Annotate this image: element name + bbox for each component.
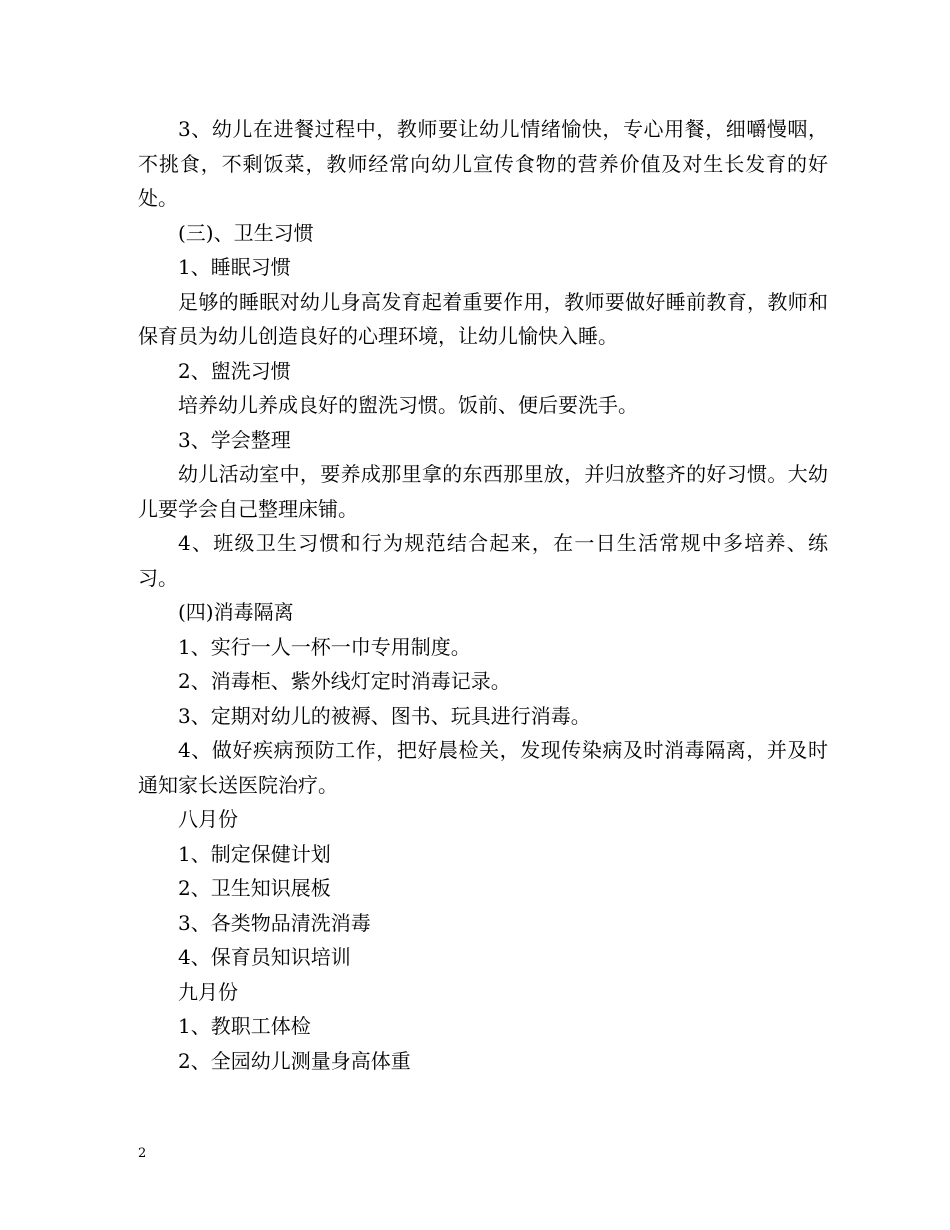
item-disinfection-record: 2、消毒柜、紫外线灯定时消毒记录。: [178, 669, 511, 693]
september-item-2: 2、全园幼儿测量身高体重: [178, 1048, 411, 1073]
page-number: 2: [138, 1146, 147, 1161]
item-washing-habits: 2、盥洗习惯: [178, 358, 291, 383]
document-body: [138, 112, 828, 1078]
august-item-1: 1、制定保健计划: [178, 841, 331, 866]
september-item-1: 1、教职工体检: [178, 1014, 311, 1038]
section-heading-hygiene: (三)、卫生习惯: [178, 220, 314, 245]
paragraph-washing: 培养幼儿养成良好的盥洗习惯。饭前、便后要洗手。: [178, 393, 638, 417]
section-heading-disinfection: (四)消毒隔离: [178, 600, 294, 624]
paragraph-disease-prevention: 4、做好疾病预防工作，把好晨检关，发现传染病及时消毒隔离，并及时通知家长送医院治疗。: [138, 738, 828, 797]
august-item-3: 3、各类物品清洗消毒: [178, 910, 371, 935]
month-heading-september: 九月份: [178, 979, 238, 1004]
item-regular-disinfection: 3、定期对幼儿的被褥、图书、玩具进行消毒。: [178, 703, 591, 728]
item-cup-towel: 1、实行一人一杯一巾专用制度。: [178, 634, 471, 659]
item-sleep-habits: 1、睡眠习惯: [178, 255, 291, 279]
august-item-2: 2、卫生知识展板: [178, 876, 331, 900]
item-tidying: 3、学会整理: [178, 427, 291, 452]
paragraph-class-hygiene: 4、班级卫生习惯和行为规范结合起来，在一日生活常规中多培养、练习。: [138, 531, 828, 590]
august-item-4: 4、保育员知识培训: [178, 945, 351, 969]
paragraph-sleep: 足够的睡眠对幼儿身高发育起着重要作用，教师要做好睡前教育，教师和保育员为幼儿创造良好的心理环境，让幼儿愉快入睡。: [138, 289, 828, 348]
paragraph-tidying: 幼儿活动室中，要养成那里拿的东西那里放，并归放整齐的好习惯。大幼儿要学会自己整理床铺。: [138, 462, 828, 521]
month-heading-august: 八月份: [178, 807, 238, 831]
paragraph-meal-habits: 3、幼儿在进餐过程中，教师要让幼儿情绪愉快，专心用餐，细嚼慢咽，不挑食，不剩饭菜，教师经常向幼儿宣传食物的营养价值及对生长发育的好处。: [138, 117, 828, 210]
